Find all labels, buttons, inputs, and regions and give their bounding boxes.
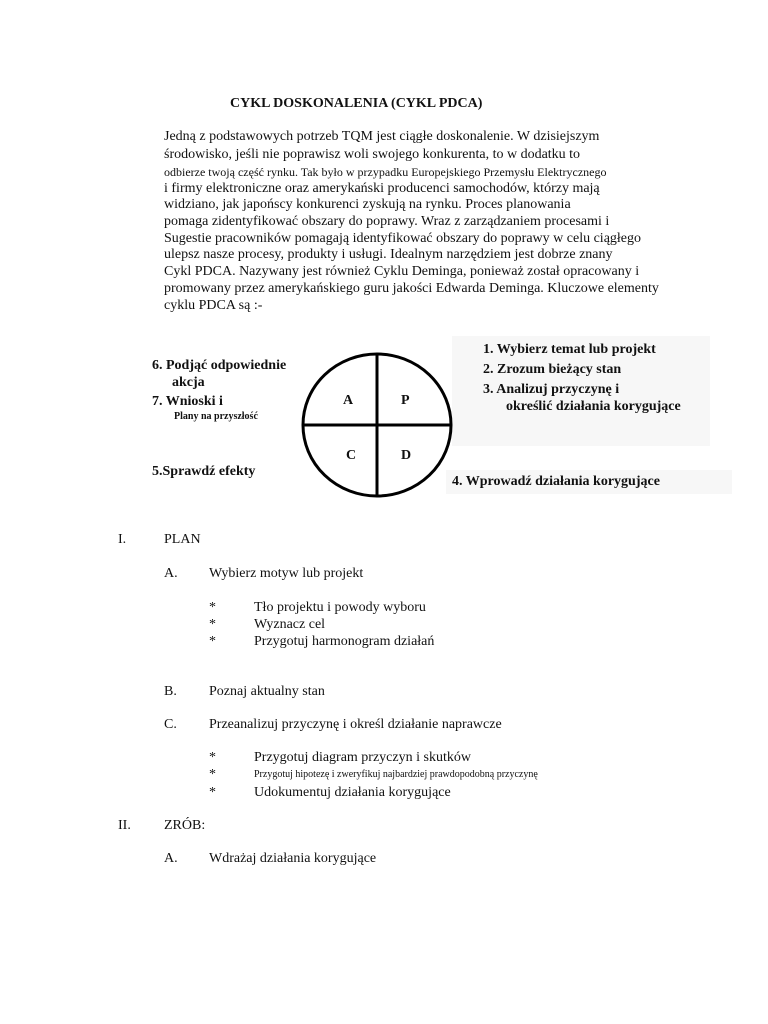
intro-line: pomaga zidentyfikować obszary do poprawy. Wraz z zarządzaniem procesami i (164, 214, 610, 229)
step-1-label: 1. Wybierz temat lub projekt (483, 342, 656, 357)
intro-line: Jedną z podstawowych potrzeb TQM jest ciągłe doskonalenie. W dzisiejszym (164, 129, 600, 144)
bullet-item: Tło projektu i powody wyboru (254, 600, 426, 615)
step-5-label: 5.Sprawdź efekty (152, 464, 256, 479)
section-2-label: ZRÓB: (164, 818, 206, 833)
bullet-symbol: * (209, 600, 216, 615)
subsection-1b-letter: B. (164, 684, 177, 699)
step-2-label: 2. Zrozum bieżący stan (483, 362, 622, 377)
intro-line: Cykl PDCA. Nazywany jest również Cyklu Deminga, ponieważ został opracowany i (164, 264, 640, 279)
subsection-2a-label: Wdrażaj działania korygujące (209, 851, 377, 866)
section-1-label: PLAN (164, 532, 201, 547)
subsection-1a-label: Wybierz motyw lub projekt (209, 566, 364, 581)
intro-line: cyklu PDCA są :- (164, 298, 263, 313)
bullet-symbol: * (209, 767, 216, 782)
bullet-item: Wyznacz cel (254, 617, 326, 632)
subsection-2a-letter: A. (164, 851, 178, 866)
step-6-label-cont: akcja (172, 375, 205, 390)
quadrant-p: P (401, 393, 410, 408)
subsection-1a-letter: A. (164, 566, 178, 581)
intro-line: promowany przez amerykańskiego guru jakości Edwarda Deminga. Kluczowe elementy (164, 281, 659, 296)
bullet-symbol: * (209, 785, 216, 800)
bullet-item: Udokumentuj działania korygujące (254, 785, 451, 800)
step-6-label: 6. Podjąć odpowiednie (152, 358, 287, 373)
subsection-1c-letter: C. (164, 717, 177, 732)
pdca-circle (300, 352, 456, 500)
quadrant-a: A (343, 393, 354, 408)
bullet-symbol: * (209, 617, 216, 632)
bullet-item: Przygotuj diagram przyczyn i skutków (254, 750, 471, 765)
intro-line: widziano, jak japońscy konkurenci zyskują na rynku. Proces planowania (164, 197, 571, 212)
step-7-sublabel: Plany na przyszłość (174, 411, 258, 422)
subsection-1b-label: Poznaj aktualny stan (209, 684, 325, 699)
quadrant-d: D (401, 448, 412, 463)
bullet-symbol: * (209, 634, 216, 649)
intro-line: Sugestie pracowników pomagają identyfikować obszary do poprawy w celu ciągłego (164, 231, 642, 246)
bullet-item: Przygotuj hipotezę i zweryfikuj najbardziej prawdopodobną przyczynę (254, 769, 538, 780)
bullet-symbol: * (209, 750, 216, 765)
subsection-1c-label: Przeanalizuj przyczynę i określ działanie naprawcze (209, 717, 502, 732)
section-1-number: I. (118, 532, 127, 547)
page-title: CYKL DOSKONALENIA (CYKL PDCA) (230, 96, 483, 111)
step-3-label: 3. Analizuj przyczynę i (483, 382, 620, 397)
intro-line: środowisko, jeśli nie poprawisz woli swojego konkurenta, to w dodatku to (164, 147, 581, 162)
bullet-item: Przygotuj harmonogram działań (254, 634, 435, 649)
intro-line: odbierze twoją część rynku. Tak było w przypadku Europejskiego Przemysłu Elektrycznego (164, 165, 607, 179)
section-2-number: II. (118, 818, 131, 833)
quadrant-c: C (346, 448, 357, 463)
step-7-label: 7. Wnioski i (152, 394, 223, 409)
intro-line: ulepsz nasze procesy, produkty i usługi. Idealnym narzędziem jest dobrze znany (164, 247, 613, 262)
step-3-label-cont: określić działania korygujące (506, 399, 681, 414)
intro-line: i firmy elektroniczne oraz amerykański producenci samochodów, którzy mają (164, 181, 600, 196)
step-4-label: 4. Wprowadź działania korygujące (452, 474, 660, 489)
